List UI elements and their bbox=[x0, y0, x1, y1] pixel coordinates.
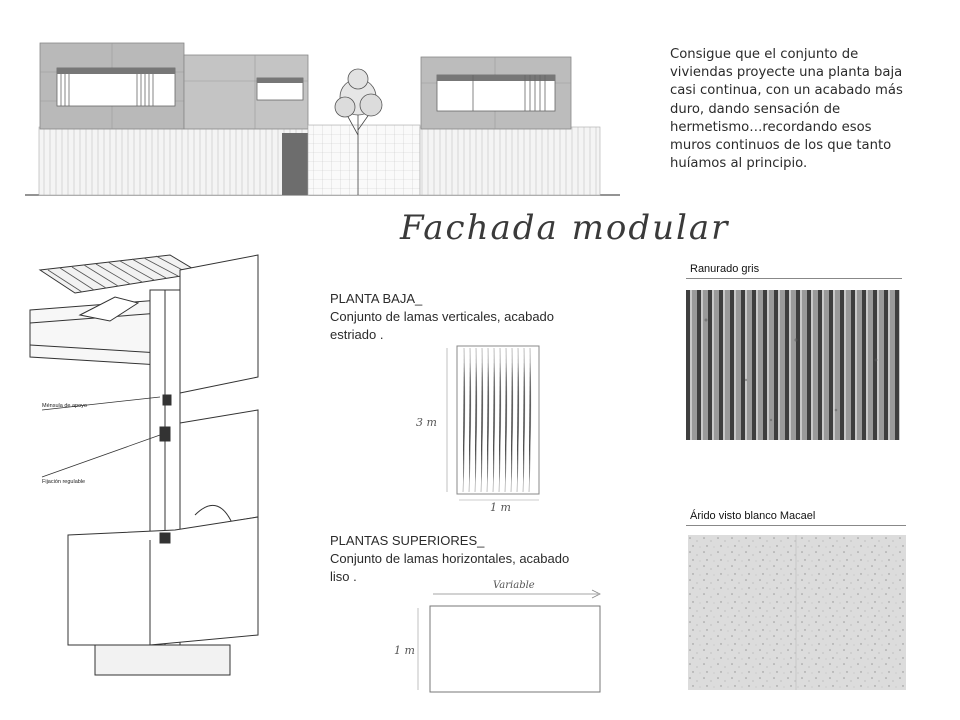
mensula-label: Ménsula de apoyo bbox=[42, 403, 87, 409]
ps-width-note: Variable bbox=[493, 580, 535, 591]
planta-baja-sketch bbox=[412, 338, 552, 513]
intro-paragraph: Consigue que el conjunto de viviendas proyecte una planta baja casi continua, con un acabado más duro, dando sensación de hermetismo…recordando esos muros continuos de los que tanto huíamos al principio. bbox=[670, 47, 903, 172]
arido-texture-swatch bbox=[688, 535, 906, 690]
ranurado-texture-swatch bbox=[686, 290, 900, 440]
planta-baja-description: Conjunto de lamas verticales, acabado estriado . bbox=[330, 309, 555, 342]
caption-divider bbox=[686, 525, 906, 526]
arido-caption: Árido visto blanco Macael bbox=[690, 510, 816, 522]
caption-divider bbox=[686, 278, 902, 279]
planta-baja-block bbox=[330, 290, 575, 344]
ranurado-caption: Ranurado gris bbox=[690, 263, 760, 275]
facade-elevation-drawing bbox=[25, 35, 625, 200]
plantas-superiores-heading: PLANTAS SUPERIORES_ bbox=[330, 533, 485, 548]
page-title: Fachada modular bbox=[400, 208, 730, 248]
pb-height-note: 3 m bbox=[416, 416, 437, 429]
construction-detail-drawing bbox=[20, 245, 300, 680]
ps-height-note: 1 m bbox=[394, 644, 415, 657]
pb-width-note: 1 m bbox=[490, 501, 511, 513]
planta-baja-heading: PLANTA BAJA_ bbox=[330, 291, 423, 306]
fijacion-label: Fijación regulable bbox=[42, 479, 86, 485]
plantas-superiores-sketch bbox=[388, 572, 613, 697]
plantas-superiores-description: Conjunto de lamas horizontales, acabado liso . bbox=[330, 551, 570, 584]
